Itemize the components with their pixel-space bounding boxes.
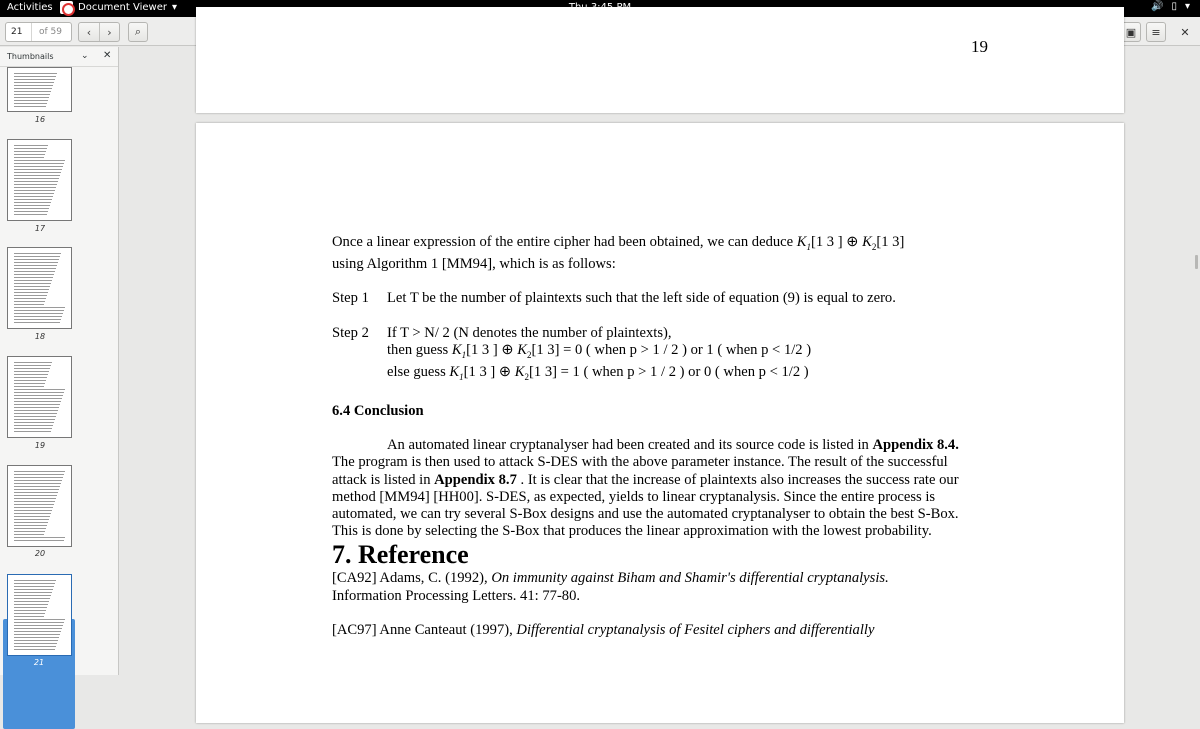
thumbnail-text-line: [14, 383, 45, 384]
thumbnail-text-line: [14, 522, 48, 523]
thumbnail-text-line: [14, 637, 59, 638]
scroll-indicator[interactable]: [1195, 255, 1198, 269]
thumbnail-text-line: [14, 540, 64, 541]
thumbnail-text-line: [14, 504, 54, 505]
thumbnail-text-line: [14, 395, 63, 396]
thumbnail-text-line: [14, 157, 44, 158]
thumbnail-text-line: [14, 286, 50, 287]
thumbnail-text-line: [14, 392, 64, 393]
thumbnail-text-line: [14, 595, 51, 596]
thumbnail-label: 21: [33, 658, 45, 667]
thumbnail-text-line: [14, 295, 47, 296]
menu-button[interactable]: [1146, 22, 1166, 42]
thumbnail-text-line: [14, 519, 49, 520]
page-number: 19: [971, 37, 988, 56]
thumbnail-text-line: [14, 103, 47, 104]
thumbnail-text-line: [14, 416, 56, 417]
thumbnail-text-line: [14, 76, 56, 77]
thumbnail-text-line: [14, 313, 63, 314]
thumbnail-text-line: [14, 431, 51, 432]
thumbnail-text-line: [14, 271, 55, 272]
thumbnail-label: 19: [34, 441, 46, 450]
chevron-down-icon[interactable]: ⌄: [81, 51, 89, 61]
thumbnail-text-line: [14, 604, 48, 605]
page-total-label: of 59: [39, 27, 62, 37]
thumbnail-text-line: [14, 422, 54, 423]
thumbnail-text-line: [14, 643, 57, 644]
thumbnail-text-line: [14, 425, 53, 426]
app-menu-label: Document Viewer: [78, 2, 167, 13]
thumbnail-text-line: [14, 407, 59, 408]
thumbnail-text-line: [14, 413, 57, 414]
search-button[interactable]: [128, 22, 148, 42]
thumbnail-page-18[interactable]: [7, 247, 72, 329]
thumbnail-page-19[interactable]: [7, 356, 72, 438]
thumbnail-text-line: [14, 73, 57, 74]
thumbnail-text-line: [14, 365, 51, 366]
volume-icon: 🔊: [1151, 1, 1164, 12]
thumbnail-text-line: [14, 106, 46, 107]
thumbnail-text-line: [14, 91, 51, 92]
thumbnail-text-line: [14, 474, 64, 475]
thumbnail-text-line: [14, 283, 51, 284]
thumbnail-text-line: [14, 586, 54, 587]
thumbnail-text-line: [14, 483, 61, 484]
thumbnail-text-line: [14, 97, 49, 98]
thumbnail-page-20[interactable]: [7, 465, 72, 547]
thumbnail-text-line: [14, 88, 52, 89]
search-icon: ⌕: [134, 25, 142, 38]
thumbnail-text-line: [14, 304, 44, 305]
thumbnail-text-line: [14, 525, 47, 526]
current-page: [196, 123, 1124, 723]
thumbnail-text-line: [14, 592, 52, 593]
thumbnail-text-line: [14, 646, 56, 647]
thumbnail-text-line: [14, 477, 63, 478]
thumbnail-text-line: [14, 401, 61, 402]
thumbnail-text-line: [14, 589, 53, 590]
page-selector[interactable]: [5, 22, 72, 42]
thumbnail-text-line: [14, 256, 60, 257]
thumbnail-text-line: [14, 211, 48, 212]
thumbnail-text-line: [14, 274, 54, 275]
thumbnail-text-line: [14, 598, 50, 599]
thumbnail-text-line: [14, 374, 48, 375]
sidebar-header: [0, 47, 118, 67]
thumbnail-text-line: [14, 513, 51, 514]
algorithm-step: Step 1 Let T be the number of plaintexts such that the left side of equation (9) is equal to zero.: [332, 290, 896, 307]
thumbnail-text-line: [14, 253, 61, 254]
thumbnail-text-line: [14, 208, 49, 209]
thumbnail-text-line: [14, 94, 50, 95]
thumbnail-text-line: [14, 534, 44, 535]
paragraph: This is done by selecting the S-Box that produces the linear approximation with the lowest probability.: [332, 523, 932, 540]
thumbnail-text-line: [14, 471, 65, 472]
app-menu-arrow-icon: ▾: [171, 2, 178, 13]
thumbnail-text-line: [14, 205, 50, 206]
thumbnail-text-line: [14, 622, 64, 623]
thumbnail-text-line: [14, 310, 64, 311]
reference-entry: [AC97] Anne Canteaut (1997), Differential cryptanalysis of Fesitel ciphers and differentially: [332, 621, 875, 638]
paragraph: An automated linear cryptanalyser had been created and its source code is listed in Appendix 8.4.: [387, 437, 959, 454]
next-page-button[interactable]: [99, 23, 119, 41]
thumbnail-label: 20: [34, 549, 46, 558]
thumbnail-text-line: [14, 371, 49, 372]
thumbnail-text-line: [14, 289, 49, 290]
reference-heading: 7. Reference: [332, 540, 469, 570]
thumbnail-text-line: [14, 480, 62, 481]
thumbnail-text-line: [14, 362, 52, 363]
thumbnail-text-line: [14, 495, 57, 496]
thumbnail-text-line: [14, 507, 53, 508]
battery-icon: ▯: [1171, 1, 1177, 12]
thumbnail-text-line: [14, 649, 55, 650]
thumbnail-text-line: [14, 516, 50, 517]
thumbnail-text-line: [14, 307, 65, 308]
thumbnail-text-line: [14, 380, 46, 381]
paragraph: using Algorithm 1 [MM94], which is as follows:: [332, 256, 616, 273]
thumbnail-text-line: [14, 419, 55, 420]
reference-entry: [CA92] Adams, C. (1992), On immunity against Biham and Shamir's differential cryptanalysis.: [332, 570, 889, 587]
thumbnail-text-line: [14, 145, 48, 146]
thumbnail-text-line: [14, 199, 52, 200]
page-content: [332, 234, 992, 639]
thumbnail-text-line: [14, 163, 64, 164]
thumbnail-text-line: [14, 631, 61, 632]
thumbnail-text-line: [14, 492, 58, 493]
thumbnail-label: 16: [34, 115, 46, 124]
thumbnail-label: 18: [34, 332, 46, 341]
thumbnail-text-line: [14, 214, 47, 215]
thumbnail-text-line: [14, 610, 46, 611]
thumbnail-text-line: [14, 616, 44, 617]
paragraph: Once a linear expression of the entire cipher had been obtained, we can deduce $K_1[1$ 3 ] ⊕ $K_2[1$ 3]: [332, 234, 905, 252]
thumbnail-text-line: [14, 498, 56, 499]
close-icon[interactable]: ✕: [103, 50, 112, 61]
current-page-input[interactable]: 21: [6, 23, 32, 41]
thumbnail-text-line: [14, 386, 44, 387]
chevron-left-icon: ‹: [86, 25, 92, 39]
app-menu[interactable]: [60, 1, 177, 14]
thumbnail-text-line: [14, 178, 59, 179]
thumbnail-text-line: [14, 100, 48, 101]
thumbnail-page-16[interactable]: [7, 67, 72, 112]
sidebar-title[interactable]: Thumbnails: [7, 52, 54, 61]
thumbnail-text-line: [14, 190, 55, 191]
thumbnails-sidebar: [0, 47, 119, 675]
page-navigation: [78, 22, 120, 42]
paragraph: method [MM94] [HH00]. S-DES, as expected, yields to linear cryptanalysis. Since the entire process is: [332, 488, 936, 505]
thumbnail-text-line: [14, 265, 57, 266]
thumbnail-text-line: [14, 580, 56, 581]
document-view[interactable]: [120, 37, 1200, 675]
system-menu-arrow-icon: ▾: [1184, 1, 1190, 12]
thumbnail-text-line: [14, 628, 62, 629]
thumbnail-text-line: [14, 148, 47, 149]
thumbnail-text-line: [14, 154, 45, 155]
thumbnail-text-line: [14, 528, 46, 529]
thumbnail-text-line: [14, 607, 47, 608]
thumbnail-text-line: [14, 193, 54, 194]
thumbnail-text-line: [14, 613, 45, 614]
thumbnail-text-line: [14, 301, 45, 302]
thumbnail-text-line: [14, 601, 49, 602]
previous-page-button[interactable]: [79, 23, 99, 41]
thumbnail-text-line: [14, 187, 56, 188]
system-status-area[interactable]: [1151, 1, 1190, 12]
thumbnail-text-line: [14, 184, 57, 185]
hamburger-menu-icon: ≡: [1151, 25, 1161, 39]
thumbnail-text-line: [14, 625, 63, 626]
thumbnail-text-line: [14, 268, 56, 269]
close-icon: ✕: [1180, 25, 1190, 39]
thumbnail-text-line: [14, 172, 61, 173]
thumbnail-text-line: [14, 404, 60, 405]
thumbnail-text-line: [14, 640, 58, 641]
thumbnail-page-21[interactable]: [7, 574, 72, 656]
thumbnail-text-line: [14, 79, 55, 80]
thumbnail-text-line: [14, 428, 52, 429]
thumbnail-text-line: [14, 501, 55, 502]
thumbnail-text-line: [14, 259, 59, 260]
thumbnail-text-line: [14, 398, 62, 399]
annotate-icon: ▣: [1125, 25, 1137, 39]
thumbnail-text-line: [14, 489, 59, 490]
thumbnail-text-line: [14, 634, 60, 635]
thumbnail-text-line: [14, 160, 65, 161]
paragraph: attack is listed in Appendix 8.7 . It is clear that the increase of plaintexts also increases the success rate our: [332, 471, 959, 488]
thumbnail-text-line: [14, 151, 46, 152]
thumbnail-text-line: [14, 368, 50, 369]
thumbnail-text-line: [14, 389, 65, 390]
thumbnail-text-line: [14, 316, 62, 317]
reference-entry: Information Processing Letters. 41: 77-80.: [332, 587, 581, 604]
paragraph: The program is then used to attack S-DES with the above parameter instance. The result of the successful: [332, 454, 948, 471]
thumbnail-text-line: [14, 166, 63, 167]
paragraph: automated, we can try several S-Box designs and use the automated cryptanalyser to obtain the best S-Box.: [332, 505, 959, 522]
thumbnail-text-line: [14, 277, 53, 278]
thumbnail-text-line: [14, 262, 58, 263]
annotations-button[interactable]: [1121, 22, 1141, 42]
thumbnail-text-line: [14, 583, 55, 584]
close-window-button[interactable]: [1175, 22, 1195, 42]
thumbnail-text-line: [14, 486, 60, 487]
thumbnail-text-line: [14, 169, 62, 170]
thumbnail-text-line: [14, 85, 53, 86]
algorithm-step: Step 2 If T > N/ 2 (N denotes the number of plaintexts), then guess $K_1[1$ 3 ] ⊕ $K_2[1$ 3] = 0 ( when p > 1 / 2 ) or 1 ( when p < 1/2 ) else guess $K_1[1$ 3 ] ⊕ $K_2[1$ 3] = 1 ( when p > 1 / 2 ) or 0 ( when p < 1/2 ): [332, 324, 812, 382]
thumbnail-text-line: [14, 319, 61, 320]
thumbnail-text-line: [14, 292, 48, 293]
thumbnail-text-line: [14, 410, 58, 411]
thumbnail-text-line: [14, 537, 65, 538]
thumbnail-label: 17: [34, 224, 46, 233]
previous-page: [196, 7, 1124, 113]
section-heading: 6.4 Conclusion: [332, 402, 424, 419]
thumbnail-text-line: [14, 531, 45, 532]
thumbnail-text-line: [14, 181, 58, 182]
thumbnail-text-line: [14, 322, 60, 323]
thumbnail-text-line: [14, 196, 53, 197]
document-viewer-app-icon: [60, 1, 73, 14]
thumbnail-text-line: [14, 377, 47, 378]
activities-button[interactable]: Activities: [7, 2, 53, 13]
thumbnail-text-line: [14, 619, 65, 620]
thumbnail-text-line: [14, 280, 52, 281]
thumbnail-text-line: [14, 298, 46, 299]
thumbnail-text-line: [14, 82, 54, 83]
chevron-right-icon: ›: [107, 25, 112, 39]
thumbnail-page-17[interactable]: [7, 139, 72, 221]
thumbnail-text-line: [14, 510, 52, 511]
thumbnail-text-line: [14, 175, 60, 176]
thumbnail-text-line: [14, 202, 51, 203]
